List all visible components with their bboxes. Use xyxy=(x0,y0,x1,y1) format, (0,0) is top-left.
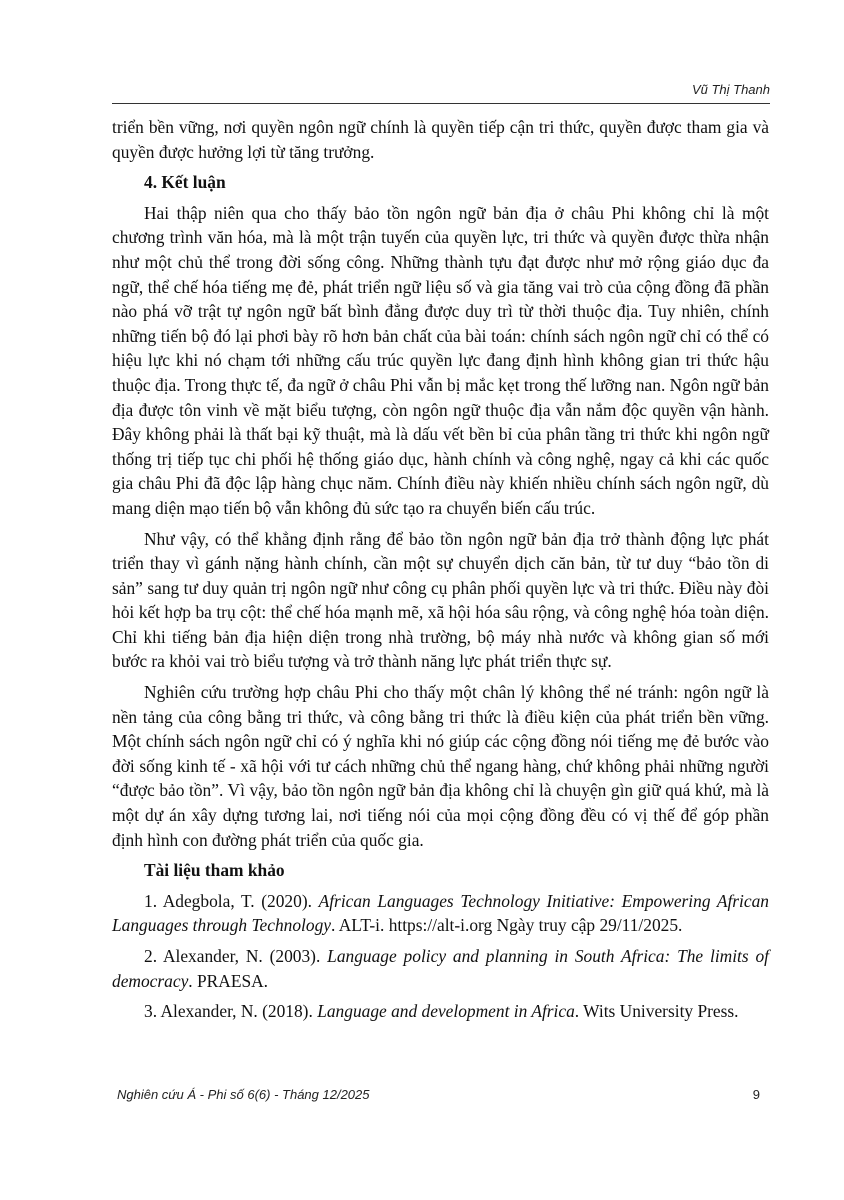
reference-publisher: . ALT-i. xyxy=(331,915,385,936)
reference-accessed: Ngày truy cập 29/11/2025. xyxy=(496,915,683,936)
reference-number: 3. xyxy=(144,1001,158,1022)
reference-authors: Alexander, N. (2003). xyxy=(162,946,321,966)
reference-publisher: . Wits University Press. xyxy=(574,1001,739,1022)
page-body xyxy=(112,115,769,1030)
intro-paragraph: triển bền vững, nơi quyền ngôn ngữ chính là quyền tiếp cận tri thức, quyền được tham gia và quyền được hưởng lợi từ tăng trưởng. xyxy=(112,117,769,162)
reference-authors: Adegbola, T. (2020). xyxy=(162,890,312,911)
references-heading: Tài liệu tham khảo xyxy=(144,860,285,881)
running-header-author: Vũ Thị Thanh xyxy=(691,82,770,97)
reference-item xyxy=(112,889,769,938)
body-paragraph: Nghiên cứu trường hợp châu Phi cho thấy một chân lý không thể né tránh: ngôn ngữ là nền tảng của công bằng tri thức, và công bằng tri thức là điều kiện của phát triển bền vững. Một chính sách ngôn ngữ chỉ có ý nghĩa khi nó giúp các cộng đồng nói tiếng mẹ đẻ bước vào đời sống kinh tế - xã hội với tư cách những chủ thể ngang hàng, chứ không phải những người “được bảo tồn”. Vì vậy, bảo tồn ngôn ngữ bản địa không chỉ là chuyện gìn giữ quá khứ, mà là một dự án xây dựng tương lai, nơi tiếng nói của mọi cộng đồng đều có vị thế để góp phần định hình con đường phát triển của quốc gia. xyxy=(112,682,769,850)
reference-authors: Alexander, N. (2018). xyxy=(160,1001,313,1022)
reference-title: Language and development in Africa xyxy=(317,1001,575,1022)
running-footer-journal: Nghiên cứu Á - Phi số 6(6) - Tháng 12/2025 xyxy=(117,1087,370,1102)
reference-number: 1. xyxy=(144,890,158,911)
reference-item xyxy=(112,944,769,993)
body-paragraph: Hai thập niên qua cho thấy bảo tồn ngôn ngữ bản địa ở châu Phi không chỉ là một chương trình văn hóa, mà là một trận tuyến của quyền lực, tri thức và quyền được thừa nhận như một chủ thể trong đời sống công. Những thành tựu đạt được như mở rộng giáo dục đa ngữ, thể chế hóa tiếng mẹ đẻ, phát triển ngữ liệu số và gia tăng vai trò của cộng đồng đã phần nào phá vỡ trật tự ngôn ngữ bất bình đẳng được duy trì từ thời thuộc địa. Tuy nhiên, chính những tiến bộ đó lại phơi bày rõ hơn bản chất của bài toán: chính sách ngôn ngữ chỉ có thể có hiệu lực khi nó chạm tới những cấu trúc quyền lực đang định hình không gian tri thức hậu thuộc địa. Trong thực tế, đa ngữ ở châu Phi vẫn bị mắc kẹt trong thế lưỡng nan. Ngôn ngữ bản địa được tôn vinh về mặt biểu tượng, còn ngôn ngữ thuộc địa vẫn nắm độc quyền vận hành. Đây không phải là thất bại kỹ thuật, mà là dấu vết bền bỉ của phân tầng tri thức khi ngôn ngữ thống trị tiếp tục chi phối hệ thống giáo dục, hành chính và công nghệ, ngay cả khi các quốc gia châu Phi đã độc lập hàng chục năm. Chính điều này khiến nhiều chính sách ngôn ngữ, dù mang diện mạo tiến bộ vẫn không đủ sức tạo ra chuyển biến cấu trúc. xyxy=(112,202,769,518)
page-number: 9 xyxy=(752,1087,760,1102)
reference-publisher: . PRAESA. xyxy=(188,970,269,991)
conclusion-heading: 4. Kết luận xyxy=(144,172,226,193)
reference-item xyxy=(112,999,769,1024)
reference-number: 2. xyxy=(144,946,158,966)
reference-title: Language policy and planning in South Africa: The limits of democracy xyxy=(112,946,770,991)
header-divider xyxy=(112,103,770,104)
reference-url[interactable]: https://alt-i.org xyxy=(388,915,493,936)
reference-title: African Languages Technology Initiative: Empowering African Languages through Technology xyxy=(112,890,769,936)
body-paragraph: Như vậy, có thể khẳng định rằng để bảo tồn ngôn ngữ bản địa trở thành động lực phát triển thay vì gánh nặng hành chính, cần một sự chuyển dịch căn bản, từ tư duy “bảo tồn di sản” sang tư duy quản trị ngôn ngữ như công cụ phân phối quyền lực và tri thức. Điều này đòi hỏi kết hợp ba trụ cột: thể chế hóa mạnh mẽ, xã hội hóa sâu rộng, và công nghệ hóa toàn diện. Chỉ khi tiếng bản địa hiện diện trong nhà trường, bộ máy nhà nước và không gian số mới bước ra khỏi vai trò biểu tượng và trở thành năng lực phát triển thực sự. xyxy=(112,528,769,672)
